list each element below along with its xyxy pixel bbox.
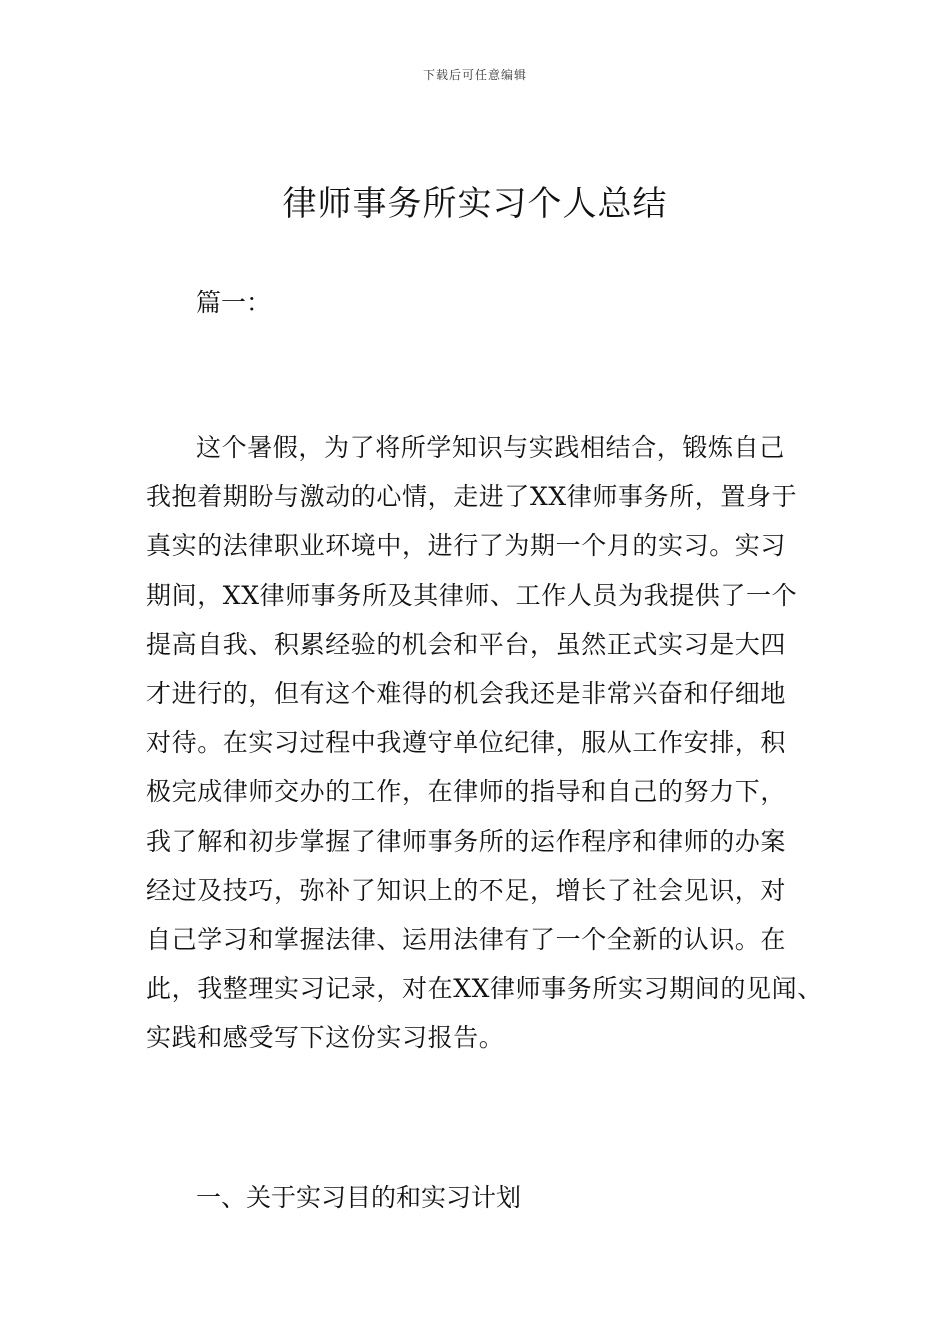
paragraph-line: 我了解和初步掌握了律师事务所的运作程序和律师的办案	[146, 826, 787, 856]
section-subheading: 一、关于实习目的和实习计划	[196, 1183, 522, 1212]
paragraph-line: 提高自我、积累经验的机会和平台，虽然正式实习是大四	[146, 629, 787, 659]
paragraph-line: 对待。在实习过程中我遵守单位纪律，服从工作安排，积	[146, 728, 787, 758]
paragraph-line: 极完成律师交办的工作，在律师的指导和自己的努力下，	[146, 777, 787, 807]
page-header-note: 下载后可任意编辑	[422, 68, 527, 82]
paragraph-line: 经过及技巧，弥补了知识上的不足，增长了社会见识，对	[146, 875, 787, 905]
paragraph-line: 才进行的，但有这个难得的机会我还是非常兴奋和仔细地	[146, 678, 787, 708]
paragraph-line: 期间，XX律师事务所及其律师、工作人员为我提供了一个	[146, 580, 798, 610]
paragraph-line: 此，我整理实习记录，对在XX律师事务所实习期间的见闻、	[146, 974, 823, 1004]
paragraph-line: 自己学习和掌握法律、运用法律有了一个全新的认识。在	[146, 924, 787, 954]
paragraph-line: 实践和感受写下这份实习报告。	[146, 1023, 505, 1053]
document-title: 律师事务所实习个人总结	[282, 184, 668, 224]
section-label: 篇一：	[196, 288, 272, 317]
paragraph-line: 我抱着期盼与激动的心情，走进了XX律师事务所，置身于	[146, 482, 798, 512]
paragraph-line: 这个暑假，为了将所学知识与实践相结合，锻炼自己	[196, 433, 785, 462]
body-paragraph	[146, 426, 821, 1065]
paragraph-line: 真实的法律职业环境中，进行了为期一个月的实习。实习	[146, 531, 787, 561]
